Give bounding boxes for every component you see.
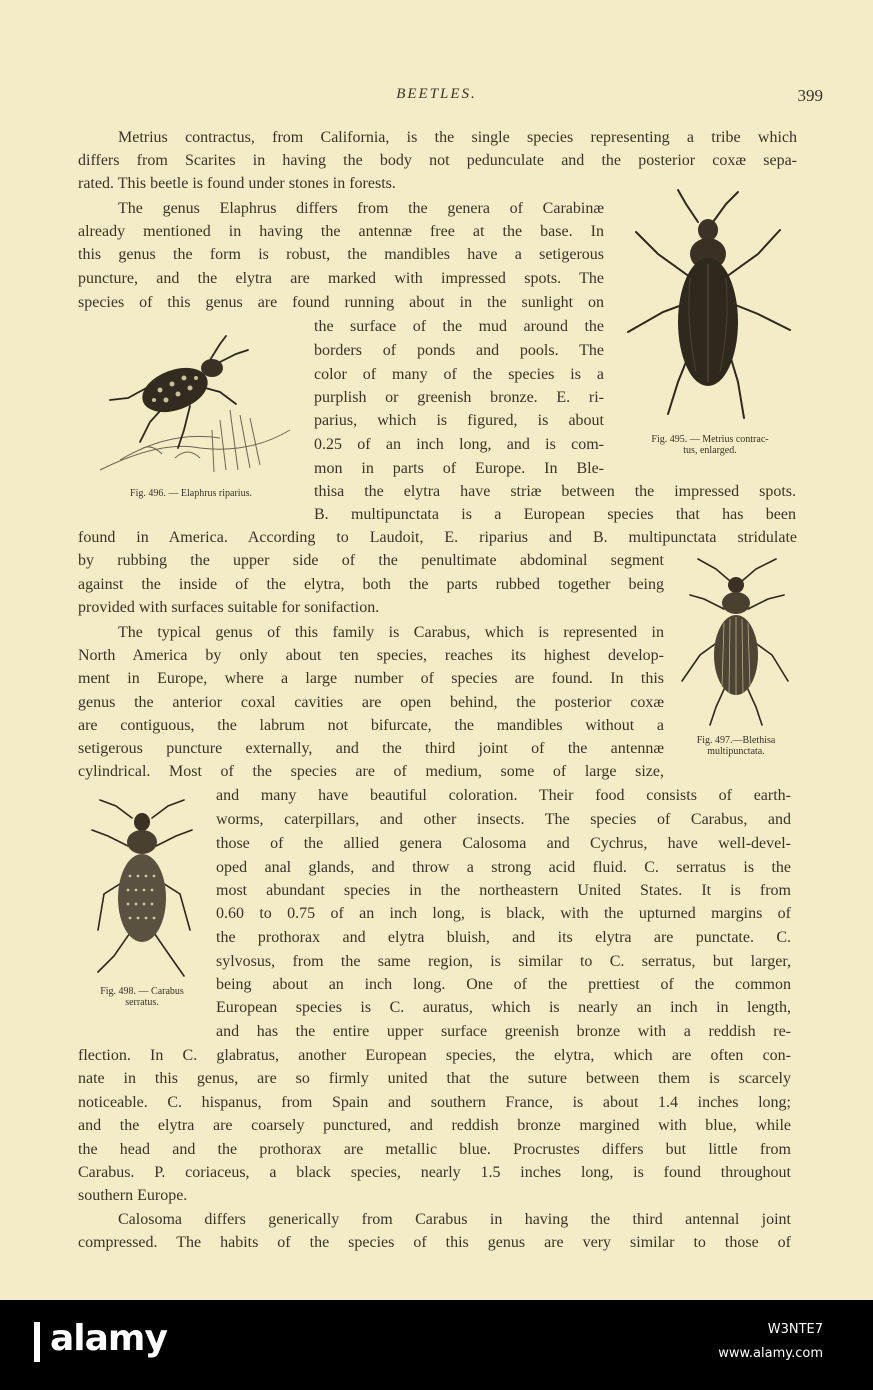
text-line: The typical genus of this family is Carabus, which is represented in [118, 624, 664, 641]
text-line: Metrius contractus, from California, is the single species representing a tribe which [118, 129, 797, 146]
text-line: rated. This beetle is found under stones in forests. [78, 175, 396, 192]
text-line: cylindrical. Most of the species are of medium, some of large size, [78, 763, 664, 780]
blethisa-beetle-illustration [676, 555, 796, 730]
text-line: the prothorax and elytra bluish, and its elytra are punctate. C. [216, 929, 791, 946]
text-line: and has the entire upper surface greenish bronze with a reddish re- [216, 1023, 791, 1040]
text-line: oped anal glands, and throw a strong acid fluid. C. serratus is the [216, 859, 791, 876]
page-number: 399 [797, 86, 823, 105]
text-line: and many have beautiful coloration. Their food consists of earth- [216, 787, 791, 804]
carabus-beetle-illustration [82, 790, 202, 985]
brand-logo-icon [30, 1322, 44, 1362]
site-url: www.alamy.com [718, 1346, 823, 1361]
text-line: ment in Europe, where a large number of species are found. In this [78, 670, 664, 687]
text-line: southern Europe. [78, 1187, 188, 1204]
text-line: borders of ponds and pools. The [314, 342, 604, 359]
elaphrus-beetle-illustration [80, 330, 300, 480]
figure-498-caption-cont: serratus. [125, 997, 159, 1008]
text-line: those of the allied genera Calosoma and Cychrus, have well-devel- [216, 835, 791, 852]
text-line: parius, which is figured, is about [314, 412, 604, 429]
text-line: purplish or greenish bronze. E. ri- [314, 389, 604, 406]
image-code: W3NTE7 [767, 1322, 823, 1337]
text-line: sylvosus, from the same region, is similar to C. serratus, but larger, [216, 953, 791, 970]
text-line: 0.25 of an inch long, and is com- [314, 436, 604, 453]
text-line: and the elytra are coarsely punctured, and reddish bronze margined with blue, while [78, 1117, 791, 1134]
text-line: nate in this genus, are so firmly united that the suture between them is scarcely [78, 1070, 791, 1087]
brand-name: alamy [50, 1318, 167, 1359]
figure-497-caption-cont: multipunctata. [707, 746, 765, 757]
text-line: noticeable. C. hispanus, from Spain and southern France, is about 1.4 inches long; [78, 1094, 791, 1111]
text-line: Calosoma differs generically from Carabus in having the third antennal joint [118, 1211, 791, 1228]
text-line: setigerous puncture externally, and the third joint of the antennæ [78, 740, 664, 757]
text-line: compressed. The habits of the species of this genus are very similar to those of [78, 1234, 791, 1251]
text-line: provided with surfaces suitable for sonifaction. [78, 599, 380, 616]
text-line: North America by only about ten species, reaches its highest develop- [78, 647, 664, 664]
text-line: European species is C. auratus, which is nearly an inch in length, [216, 999, 791, 1016]
text-line: differs from Scarites in having the body not pedunculate and the posterior coxæ sepa- [78, 152, 797, 169]
text-line: worms, caterpillars, and other insects. The species of Carabus, and [216, 811, 791, 828]
text-line: this genus the form is robust, the mandibles have a setigerous [78, 246, 604, 263]
text-line: most abundant species in the northeastern United States. It is from [216, 882, 791, 899]
text-line: the head and the prothorax are metallic blue. Procrustes differs but little from [78, 1141, 791, 1158]
text-line: puncture, and the elytra are marked with impressed spots. The [78, 270, 604, 287]
text-line: the surface of the mud around the [314, 318, 604, 335]
text-line: The genus Elaphrus differs from the genera of Carabinæ [118, 200, 604, 217]
text-line: 0.60 to 0.75 of an inch long, is black, with the upturned margins of [216, 905, 791, 922]
text-line: thisa the elytra have striæ between the impressed spots. [314, 483, 796, 500]
text-line: B. multipunctata is a European species that has been [314, 506, 796, 523]
figure-497-caption: Fig. 497.—Blethisa [696, 735, 776, 746]
text-line: genus the anterior coxal cavities are open behind, the posterior coxæ [78, 694, 664, 711]
text-line: being about an inch long. One of the prettiest of the common [216, 976, 791, 993]
text-line: already mentioned in having the antennæ free at the base. In [78, 223, 604, 240]
figure-495-caption-cont: tus, enlarged. [683, 445, 737, 456]
text-line: species of this genus are found running about in the sunlight on [78, 294, 604, 311]
metrius-beetle-illustration [618, 182, 798, 427]
text-line: flection. In C. glabratus, another European species, the elytra, which are often con- [78, 1047, 791, 1064]
figure-496-caption: Fig. 496. — Elaphrus riparius. [130, 488, 252, 499]
figure-498-caption: Fig. 498. — Carabus [100, 986, 184, 997]
running-title: BEETLES. [396, 86, 477, 102]
figure-495-caption: Fig. 495. — Metrius contrac- [651, 434, 769, 445]
text-line: color of many of the species is a [314, 366, 604, 383]
text-line: Carabus. P. coriaceus, a black species, nearly 1.5 inches long, is found throughout [78, 1164, 791, 1181]
text-line: are contiguous, the labrum not bifurcate, the mandibles without a [78, 717, 664, 734]
text-line: by rubbing the upper side of the penultimate abdominal segment [78, 552, 664, 569]
text-line: mon in parts of Europe. In Ble- [314, 460, 604, 477]
text-line: against the inside of the elytra, both the parts rubbed together being [78, 576, 664, 593]
text-line: found in America. According to Laudoit, E. riparius and B. multipunctata stridulate [78, 529, 797, 546]
